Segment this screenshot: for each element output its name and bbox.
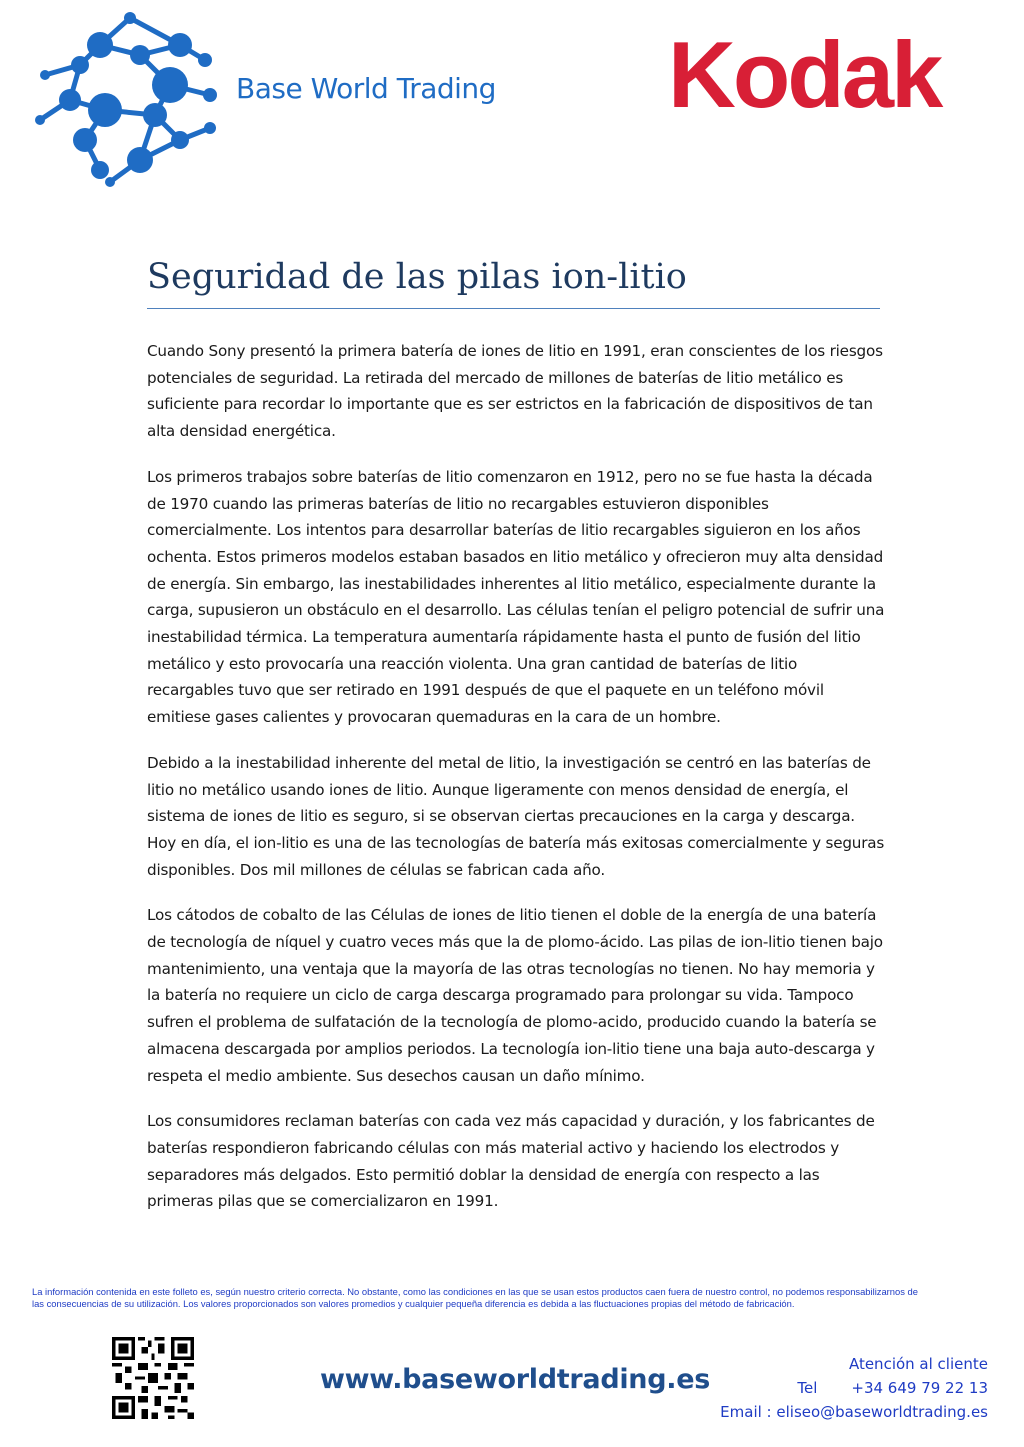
company-name: Base World Trading (236, 72, 496, 105)
paragraph: Los primeros trabajos sobre baterías de litio comenzaron en 1912, pero no se fue hasta la década de 1970 cuando las primeras baterías de litio no recargables estuvieron disponibles comercialmente. Los intentos para desarrollar baterías de litio recargables siguieron en los años ochenta. Estos primeros modelos estaban basados en litio metálico y ofrecieron muy alta densidad de energía. Sin embargo, las inestabilidades inherentes al litio metálico, especialmente durante la carga, supusieron un obstáculo en el desarrollo. Las células tenían el peligro potencial de sufrir una inestabilidad térmica. La temperatura aumentaría rápidamente hasta el punto de fusión del litio metálico y esto provocaría una reacción violenta. Una gran cantidad de baterías de litio recargables tuvo que ser retirado en 1991 después de que el paquete en un teléfono móvil emitiese gases calientes y provocaran quemaduras en la cara de un hombre. (147, 467, 885, 727)
paragraph: Debido a la inestabilidad inherente del metal de litio, la investigación se centró en las baterías de litio no metálico usando iones de litio. Aunque ligeramente con menos densidad de energía, el sistema de iones de litio es seguro, si se observan ciertas precauciones en la carga y descarga. Hoy en día, el ion-litio es una de las tecnologías de batería más exitosas comercialmente y seguras disponibles. Dos mil millones de células se fabrican cada año. (147, 753, 885, 879)
phone-number[interactable]: +34 649 79 22 13 (851, 1379, 988, 1397)
website-link[interactable]: www.baseworldtrading.es (320, 1364, 710, 1395)
company-logo (30, 10, 510, 190)
phone-row (720, 1376, 988, 1400)
disclaimer (32, 1286, 1017, 1310)
article-body (147, 338, 887, 1234)
qr-code-icon (112, 1337, 194, 1419)
disclaimer-line: las consecuencias de su utilización. Los valores proporcionados son valores promedios y cualquier pequeña diferencia es debida a las fluctuaciones propias del método de fabricación. (32, 1298, 795, 1309)
email-line[interactable]: Email : eliseo@baseworldtrading.es (720, 1403, 988, 1421)
paragraph: Cuando Sony presentó la primera batería de iones de litio en 1991, eran conscientes de los riesgos potenciales de seguridad. La retirada del mercado de millones de baterías de litio metálico es suficiente para recordar lo importante que es ser estrictos en la fabricación de dispositivos de tan alta densidad energética. (147, 342, 883, 441)
page-title: Seguridad de las pilas ion-litio (147, 256, 880, 309)
molecule-logo-icon (30, 10, 230, 190)
paragraph: Los cátodos de cobalto de las Células de iones de litio tienen el doble de la energía de una batería de tecnología de níquel y cuatro veces más que la de plomo-ácido. Las pilas de ion-litio tienen bajo mantenimiento, una ventaja que la mayoría de las otras tecnologías no tienen. No hay memoria y la batería no requiere un ciclo de carga descarga programado para prolongar su vida. Tampoco sufren el problema de sulfatación de la tecnología de plomo-acido, producido cuando la batería se almacena descargada por amplios periodos. La tecnología ion-litio tiene una baja auto-descarga y respeta el medio ambiente. Sus desechos causan un daño mínimo. (147, 906, 883, 1085)
kodak-logo: Kodak (668, 22, 941, 127)
contact-heading: Atención al cliente (848, 1355, 988, 1373)
disclaimer-line: La información contenida en este folleto es, según nuestro criterio correcta. No obstante, como las condiciones en las que se usan estos productos caen fuera de nuestro control, no podemos responsabilizarnos de (32, 1286, 918, 1297)
contact-block (720, 1352, 988, 1424)
tel-label: Tel (797, 1379, 818, 1397)
paragraph: Los consumidores reclaman baterías con cada vez más capacidad y duración, y los fabricantes de baterías respondieron fabricando células con más material activo y haciendo los electrodos y separadores más delgados. Esto permitió doblar la densidad de energía con respecto a las primeras pilas que se comercializaron en 1991. (147, 1112, 875, 1211)
